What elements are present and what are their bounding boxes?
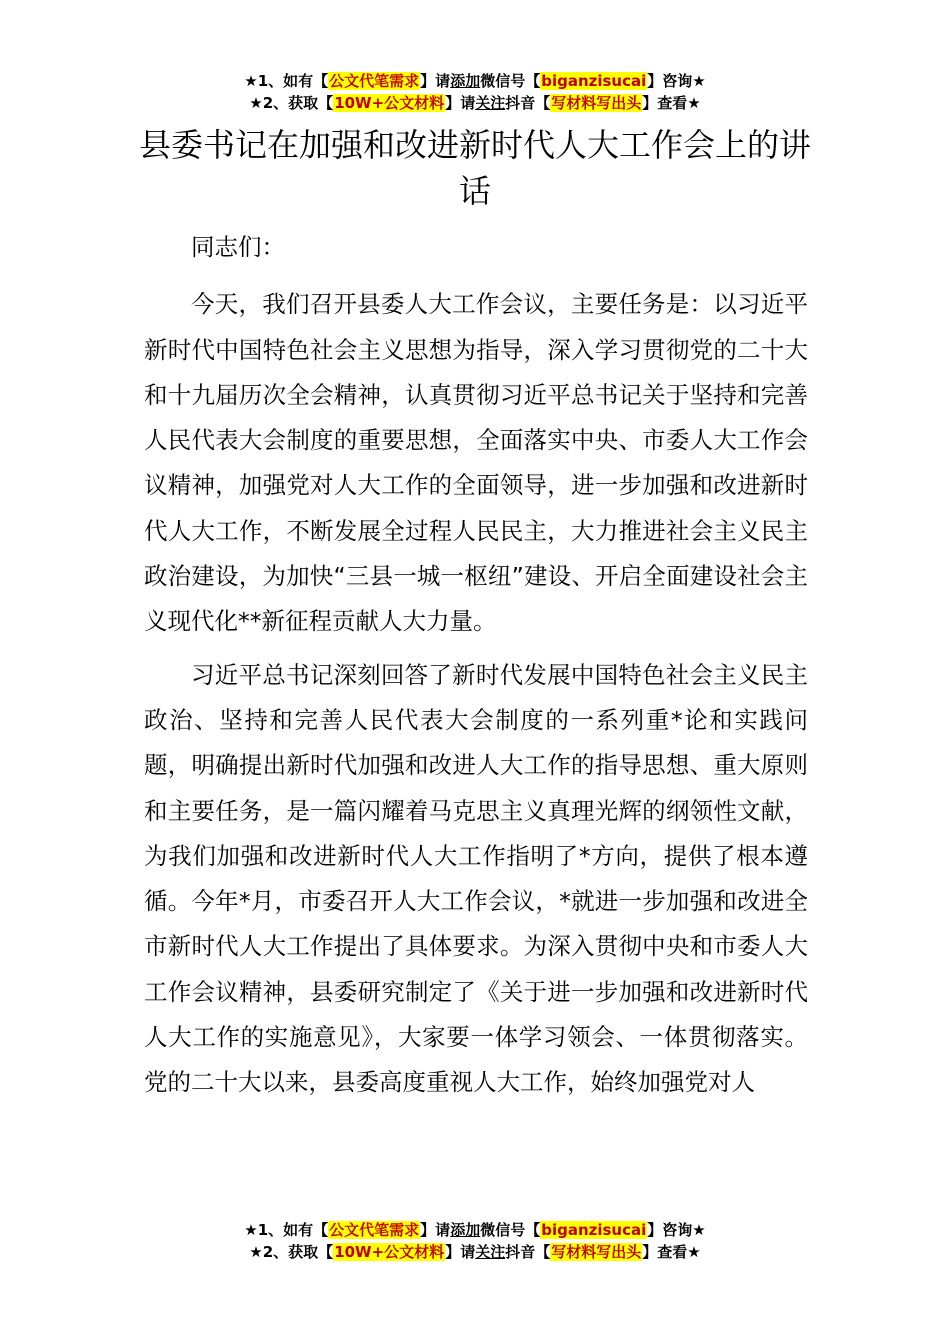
banner-highlight-wechat-id: biganzisucai <box>541 72 647 90</box>
banner-text: 微信号【 <box>480 1221 541 1239</box>
banner-text: 微信号【 <box>480 72 541 90</box>
banner-prefix: ★2、获取【 <box>249 94 334 112</box>
banner-line-2 <box>0 92 950 114</box>
banner-highlight-douyin: 写材料写出头 <box>551 1243 642 1261</box>
banner-highlight-materials: 10W+公文材料 <box>334 94 445 112</box>
document-title: 县委书记在加强和改进新时代人大工作会上的讲话 <box>138 126 811 210</box>
banner-highlight-service: 公文代笔需求 <box>329 1221 420 1239</box>
banner-suffix: 】咨询★ <box>647 1221 706 1239</box>
banner-underline: 关注 <box>475 1243 506 1261</box>
banner-suffix: 】咨询★ <box>647 72 706 90</box>
banner-line-1 <box>0 70 950 92</box>
greeting: 同志们： <box>191 233 285 261</box>
header-banner <box>0 70 950 114</box>
banner-highlight-materials: 10W+公文材料 <box>334 1243 445 1261</box>
banner-prefix: ★2、获取【 <box>249 1243 334 1261</box>
banner-text: 抖音【 <box>505 94 551 112</box>
banner-underline: 添加 <box>450 1221 481 1239</box>
document-body <box>144 225 808 1114</box>
footer-banner <box>0 1219 950 1263</box>
paragraph: 习近平总书记深刻回答了新时代发展中国特色社会主义民主政治、坚持和完善人民代表大会制度的一系列重*论和实践问题，明确提出新时代加强和改进人大工作的指导思想、重大原则和主要任务，是一篇闪耀着马克思主义真理光辉的纲领性文献，为我们加强和改进新时代人大工作指明了*方向，提供了根本遵循。今年*月，市委召开人大工作会议，*就进一步加强和改进全市新时代人大工作提出了具体要求。为深入贯彻中央和市委人大工作会议精神，县委研究制定了《关于进一步加强和改进新时代人大工作的实施意见》，大家要一体学习领会、一体贯彻落实。党的二十大以来，县委高度重视人大工作，始终加强党对人 <box>144 660 808 1097</box>
banner-underline: 关注 <box>475 94 506 112</box>
banner-underline: 添加 <box>450 72 481 90</box>
banner-highlight-douyin: 写材料写出头 <box>551 94 642 112</box>
banner-highlight-service: 公文代笔需求 <box>329 72 420 90</box>
banner-text: 】请 <box>445 94 476 112</box>
banner-line-2 <box>0 1241 950 1263</box>
banner-text: 抖音【 <box>505 1243 551 1261</box>
banner-prefix: ★1、如有【 <box>244 1221 329 1239</box>
banner-line-1 <box>0 1219 950 1241</box>
banner-suffix: 】查看★ <box>642 1243 701 1261</box>
banner-text: 】请 <box>420 72 451 90</box>
banner-highlight-wechat-id: biganzisucai <box>541 1221 647 1239</box>
banner-suffix: 】查看★ <box>642 94 701 112</box>
paragraph: 今天，我们召开县委人大工作会议，主要任务是：以习近平新时代中国特色社会主义思想为指导，深入学习贯彻党的二十大和十九届历次全会精神，认真贯彻习近平总书记关于坚持和完善人民代表大会制度的重要思想，全面落实中央、市委人大工作会议精神，加强党对人大工作的全面领导，进一步加强和改进新时代人大工作，不断发展全过程人民民主，大力推进社会主义民主政治建设，为加快“三县一城一枢纽”建设、开启全面建设社会主义现代化**新征程贡献人大力量。 <box>144 290 808 636</box>
banner-text: 】请 <box>445 1243 476 1261</box>
banner-prefix: ★1、如有【 <box>244 72 329 90</box>
banner-text: 】请 <box>420 1221 451 1239</box>
